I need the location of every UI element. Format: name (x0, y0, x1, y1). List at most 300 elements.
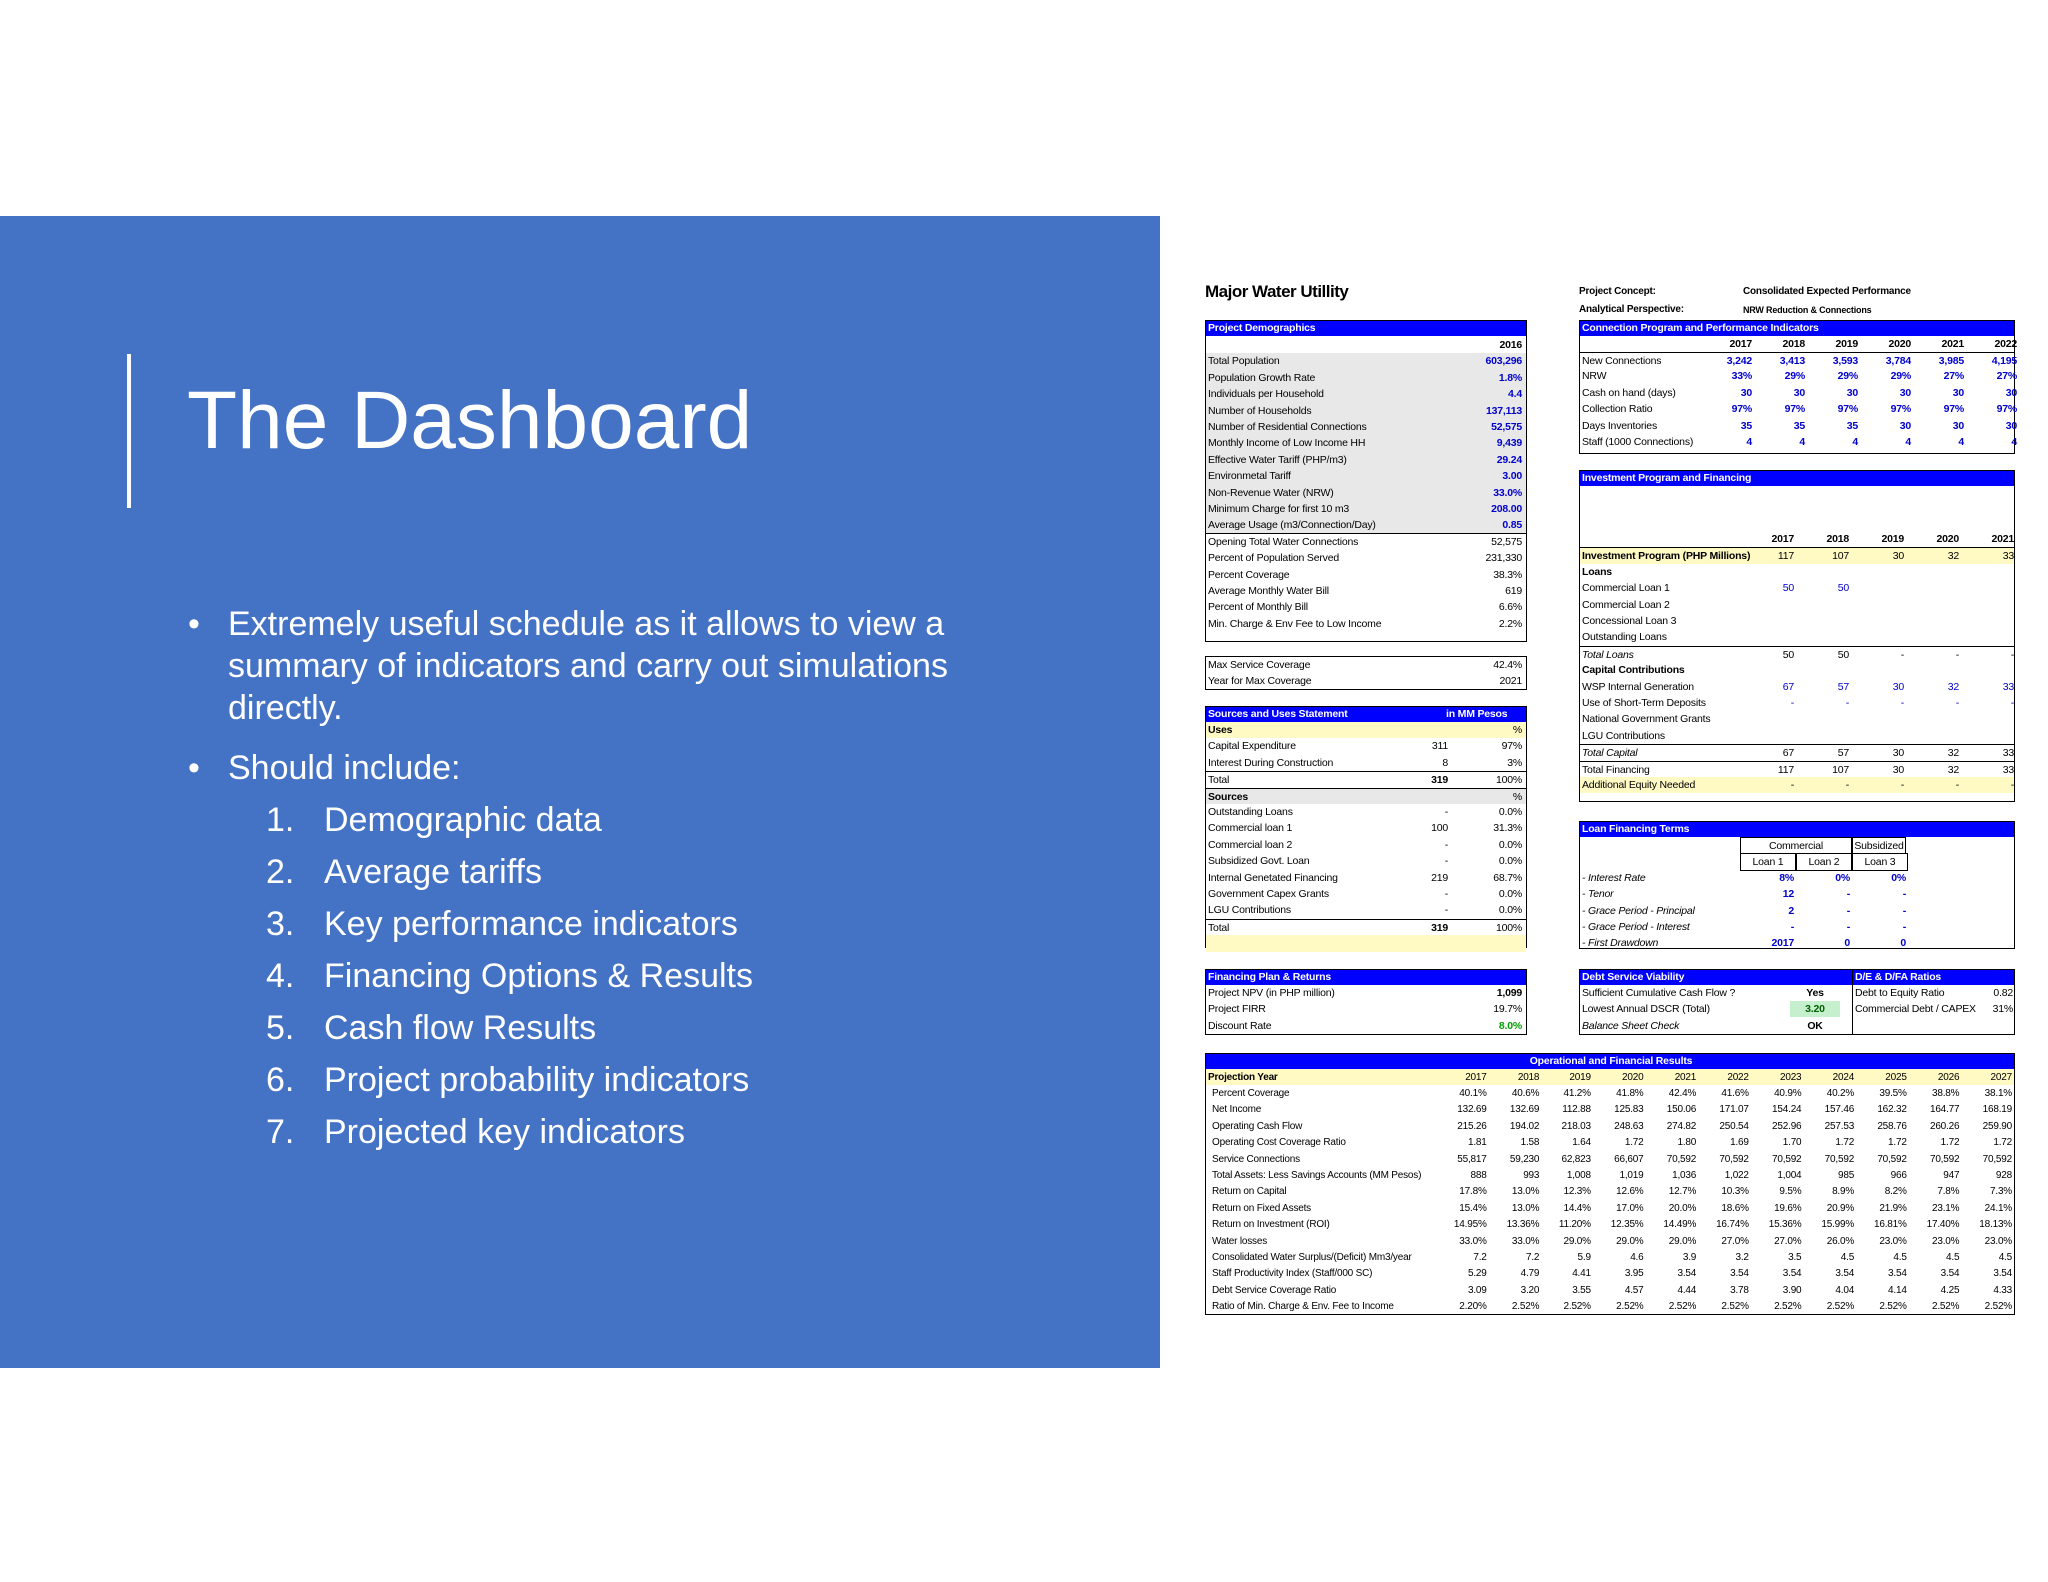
year-label: 2026 (1937, 1071, 1960, 1083)
row-label: Days Inventories (1582, 419, 1658, 432)
row-value: 112.88 (1562, 1104, 1591, 1116)
row-label: - Grace Period - Interest (1582, 921, 1690, 933)
row-label: Commercial loan 2 (1208, 838, 1293, 851)
row-value: 3.95 (1624, 1268, 1644, 1280)
row-label: Commercial loan 1 (1208, 822, 1293, 835)
row-value: 8.0% (1498, 1019, 1522, 1032)
table-row (1206, 722, 1526, 738)
row-value: - (2010, 648, 2014, 661)
table-row (1206, 1233, 2014, 1249)
numbered-item (266, 851, 1008, 893)
row-value: 117 (1777, 763, 1794, 776)
row-value: 2.20% (1459, 1301, 1487, 1313)
year-label: 2020 (1622, 1071, 1644, 1083)
row-label: Total Assets: Less Savings Accounts (MM Pesos) (1212, 1170, 1422, 1182)
row-value: 1.72 (1940, 1137, 1960, 1149)
table-row (1580, 352, 2017, 368)
row-value: 966 (1890, 1170, 1907, 1182)
section-label: Sources (1208, 790, 1249, 803)
table-row (1580, 613, 2014, 629)
unit-label: in MM Pesos (1446, 708, 1508, 720)
row-value: 30 (1846, 386, 1858, 399)
row-value: 1,019 (1619, 1170, 1644, 1182)
row-value: 13.36% (1506, 1219, 1540, 1231)
row-value: 3.55 (1572, 1284, 1591, 1296)
row-value: 1.72 (1835, 1137, 1855, 1149)
table-row (1853, 985, 2014, 1001)
table-row (1206, 755, 1526, 771)
row-value: 150.06 (1666, 1104, 1697, 1116)
group-label: Subsidized (1852, 837, 1906, 855)
numbered-item (266, 903, 1008, 945)
row-value: 125.83 (1614, 1104, 1644, 1116)
row-value: 231,330 (1485, 552, 1522, 565)
row-value: 7.2 (1473, 1251, 1487, 1263)
table-row (1206, 468, 1526, 484)
row-value: 0.85 (1502, 519, 1522, 532)
row-pct: 68.7% (1493, 871, 1522, 884)
slide-title: The Dashboard (187, 375, 753, 466)
dashboard-spreadsheet (1203, 272, 2015, 1322)
row-value: 52,575 (1491, 535, 1522, 548)
row-value: 1.69 (1730, 1137, 1749, 1149)
row-pct: 0.0% (1498, 888, 1522, 900)
row-label: - Grace Period - Principal (1582, 904, 1695, 917)
row-label: Outstanding Loans (1582, 631, 1667, 644)
table-row (1580, 935, 2014, 951)
row-value: 70,592 (1666, 1153, 1697, 1165)
row-label: Number of Residential Connections (1208, 421, 1367, 433)
row-value: 1.64 (1572, 1137, 1591, 1149)
row-value: 41.6% (1721, 1088, 1749, 1100)
row-value: 15.99% (1821, 1219, 1855, 1231)
row-value: 57 (1837, 680, 1849, 693)
row-label: Staff Productivity Index (Staff/000 SC) (1212, 1268, 1373, 1280)
row-label: - Tenor (1582, 888, 1614, 901)
table-row (1206, 485, 1526, 501)
row-value: 4.25 (1940, 1284, 1960, 1296)
row-value: 23.0% (1931, 1235, 1960, 1247)
item-number: 5. (266, 1009, 295, 1047)
table-row (1206, 985, 1526, 1001)
row-value: 2.52% (1511, 1301, 1540, 1313)
row-value: 3.54 (1888, 1268, 1907, 1280)
row-label: Percent of Monthly Bill (1208, 601, 1308, 614)
row-label: Ratio of Min. Charge & Env. Fee to Income (1212, 1301, 1394, 1313)
table-row (1206, 599, 1526, 615)
row-value: 29% (1784, 370, 1805, 383)
row-pct: 3% (1507, 756, 1522, 769)
table-row (1206, 1184, 2014, 1200)
year-label: 2022 (1994, 338, 2017, 350)
row-label: Effective Water Tariff (PHP/m3) (1208, 453, 1347, 466)
row-value: 14.49% (1663, 1219, 1697, 1231)
row-pct: 97% (1501, 740, 1522, 753)
year-label: 2027 (1990, 1071, 2012, 1083)
row-value: 7.8% (1937, 1186, 1960, 1198)
row-value: 42.4% (1668, 1088, 1697, 1100)
year-label: 2019 (1569, 1071, 1591, 1083)
row-value: - (1902, 888, 1906, 901)
column-header: Loan 3 (1852, 853, 1908, 871)
row-value: 219 (1431, 871, 1448, 884)
row-value: 30 (1793, 386, 1805, 399)
row-value: - (1955, 648, 1959, 661)
row-value: 8% (1779, 871, 1794, 884)
row-value: 259.90 (1982, 1120, 2012, 1132)
row-label: Environmetal Tariff (1208, 470, 1291, 483)
row-value: 50 (1837, 648, 1849, 661)
row-value: OK (1807, 1019, 1823, 1032)
row-value: 3.54 (1940, 1268, 1960, 1280)
row-label: Cash on hand (days) (1582, 386, 1676, 399)
table-row (1206, 788, 1526, 804)
row-label: Number of Households (1208, 404, 1312, 417)
row-value: 7.2 (1525, 1251, 1540, 1263)
table-row (1206, 370, 1526, 386)
row-value: 2.52% (1668, 1301, 1697, 1313)
row-label: Total (1208, 774, 1230, 787)
row-value: 1.8% (1498, 371, 1522, 384)
row-label: Commercial Loan 1 (1582, 582, 1670, 595)
row-value: 4,195 (1991, 355, 2017, 367)
row-label: New Connections (1582, 355, 1662, 367)
row-value: 41.8% (1616, 1088, 1644, 1100)
table-row (1206, 1167, 2014, 1183)
row-label: Debt to Equity Ratio (1855, 987, 1945, 999)
row-value: 2.2% (1498, 617, 1522, 630)
row-label: Discount Rate (1208, 1019, 1272, 1032)
row-value: 3.90 (1782, 1284, 1802, 1296)
title-accent-bar (127, 354, 131, 508)
loan-financing-panel (1579, 821, 2015, 949)
row-value: 1,036 (1672, 1170, 1697, 1182)
row-value: 137,113 (1486, 404, 1522, 417)
table-row (1580, 695, 2014, 711)
table-row (1206, 870, 1526, 886)
row-label: Loans (1582, 565, 1612, 578)
row-label: Return on Capital (1212, 1186, 1287, 1198)
row-value: 11.20% (1558, 1219, 1591, 1231)
row-value: 319 (1431, 774, 1448, 787)
row-label: Debt Service Coverage Ratio (1212, 1284, 1337, 1296)
row-value: 12.7% (1668, 1186, 1697, 1198)
row-label: LGU Contributions (1208, 904, 1291, 917)
de-ratios-panel (1852, 969, 2015, 1035)
row-label: Operating Cash Flow (1212, 1120, 1303, 1132)
table-row (1206, 501, 1526, 517)
item-number: 2. (266, 853, 295, 891)
row-value: 97% (1996, 403, 2017, 416)
panel-header: Investment Program and Financing (1580, 471, 2014, 486)
row-label: Minimum Charge for first 10 m3 (1208, 503, 1350, 515)
row-value: 30 (1892, 680, 1904, 693)
section-label: Uses (1208, 724, 1233, 736)
row-value: 67 (1782, 747, 1794, 760)
row-value: 9,439 (1496, 437, 1522, 450)
row-value: 12.35% (1610, 1219, 1644, 1231)
year-label: 2017 (1729, 338, 1752, 350)
row-value: 5.29 (1467, 1268, 1487, 1280)
row-value: 4 (1852, 436, 1858, 448)
row-value: 132.69 (1457, 1104, 1487, 1116)
table-row (1206, 534, 1526, 550)
row-value: 3.09 (1467, 1284, 1487, 1296)
row-value: 4.5 (1840, 1251, 1855, 1263)
year-label: 2019 (1881, 533, 1904, 545)
project-demographics-panel (1205, 320, 1527, 642)
row-value: 97% (1943, 403, 1964, 416)
table-row (1206, 771, 1526, 787)
table-row (1206, 902, 1526, 918)
row-value: 31% (1992, 1003, 2013, 1016)
row-label: Internal Genetated Financing (1208, 871, 1338, 884)
row-value: 1.58 (1520, 1137, 1540, 1149)
table-row (1580, 903, 2014, 919)
row-label: Collection Ratio (1582, 403, 1653, 416)
row-label: WSP Internal Generation (1582, 680, 1694, 693)
row-value: - (1900, 779, 1904, 791)
table-row (1206, 886, 1526, 902)
row-value: 40.6% (1511, 1088, 1540, 1100)
row-value: 70,592 (1772, 1153, 1802, 1165)
table-row (1580, 418, 2017, 434)
row-value: 2.52% (1563, 1301, 1591, 1313)
row-value: 18.13% (1979, 1219, 2012, 1231)
row-label: Service Connections (1212, 1153, 1300, 1165)
pct-label: % (1512, 724, 1522, 736)
row-label: Total Loans (1582, 648, 1634, 661)
row-value: - (1846, 904, 1850, 917)
sheet-title: Major Water Utillity (1205, 282, 1349, 301)
row-label: Average Usage (m3/Connection/Day) (1208, 519, 1376, 532)
row-value: 62,823 (1561, 1153, 1591, 1165)
row-value: 30 (1899, 386, 1911, 399)
row-value: 4.79 (1520, 1268, 1540, 1280)
operational-results-panel (1205, 1053, 2015, 1315)
numbered-item (266, 1111, 1008, 1153)
row-value: 4 (1799, 436, 1805, 448)
row-value: 27.0% (1721, 1235, 1749, 1247)
table-row (1206, 403, 1526, 419)
row-value: 29.0% (1668, 1235, 1697, 1247)
row-value: 38.8% (1931, 1088, 1960, 1100)
table-row (1206, 1135, 2014, 1151)
row-value: 3,784 (1885, 355, 1911, 367)
row-value: - (1845, 779, 1849, 791)
numbered-item (266, 1059, 1008, 1101)
row-value: - (1845, 697, 1849, 709)
row-value: 17.0% (1616, 1202, 1644, 1214)
row-label: Capital Contributions (1582, 664, 1685, 677)
row-value: 70,592 (1982, 1153, 2012, 1165)
row-value: 260.26 (1929, 1120, 1960, 1132)
row-pct: 100% (1495, 921, 1522, 934)
row-value: 162.32 (1877, 1104, 1907, 1116)
table-row (1206, 1001, 1526, 1017)
row-value: 208.00 (1491, 503, 1522, 515)
row-label: Interest During Construction (1208, 756, 1334, 769)
row-label: - Interest Rate (1582, 871, 1646, 884)
table-row (1580, 531, 2014, 547)
table-row (1580, 547, 2014, 563)
row-value: - (2010, 697, 2014, 709)
row-value: - (1846, 921, 1850, 933)
row-value: 164.77 (1929, 1104, 1960, 1116)
row-value: 50 (1782, 648, 1794, 661)
row-value: 35 (1740, 419, 1752, 432)
row-value: - (1790, 779, 1794, 791)
row-value: 6.6% (1498, 601, 1522, 614)
row-value: 26.0% (1826, 1235, 1855, 1247)
table-row (1206, 1217, 2014, 1233)
row-value: 2.52% (1826, 1301, 1855, 1313)
item-number: 1. (266, 801, 295, 839)
row-value: - (2010, 779, 2014, 791)
row-value: 29.0% (1563, 1235, 1591, 1247)
row-value: 35 (1846, 419, 1858, 432)
item-text: Key performance indicators (324, 905, 738, 943)
row-value: 29% (1890, 370, 1911, 383)
row-value: 4.6 (1630, 1251, 1644, 1263)
row-label: Population Growth Rate (1208, 371, 1316, 384)
row-value: 97% (1731, 403, 1752, 416)
table-row (1580, 1018, 1852, 1034)
row-value: 16.74% (1716, 1219, 1749, 1231)
row-value: 157.46 (1824, 1104, 1855, 1116)
investment-program-panel (1579, 470, 2015, 802)
row-value: 41.2% (1563, 1088, 1591, 1100)
row-value: 33 (2002, 747, 2014, 760)
row-value: 14.95% (1453, 1219, 1487, 1231)
row-value: 9.5% (1779, 1186, 1802, 1198)
row-label: Monthly Income of Low Income HH (1208, 437, 1366, 450)
row-label: Percent Coverage (1212, 1088, 1290, 1100)
row-value: 27% (1996, 370, 2017, 383)
row-label: Consolidated Water Surplus/(Deficit) Mm3/year (1212, 1251, 1412, 1263)
row-value: 42.4% (1493, 659, 1522, 671)
table-row (1206, 657, 1526, 673)
row-value: 3.5 (1788, 1251, 1802, 1263)
row-value: 8.2% (1884, 1186, 1907, 1198)
year-label: 2023 (1779, 1071, 1802, 1083)
year-label: 2016 (1499, 339, 1522, 351)
row-value: 2.52% (1931, 1301, 1960, 1313)
item-text: Average tariffs (324, 853, 542, 891)
row-value: - (1790, 697, 1794, 709)
row-value: - (1902, 904, 1906, 917)
row-value: 40.1% (1459, 1088, 1487, 1100)
row-value: 12.6% (1616, 1186, 1644, 1198)
row-value: - (1444, 855, 1448, 868)
group-label: Commercial (1740, 837, 1852, 855)
numbered-item (266, 799, 1008, 841)
panel-header: Project Demographics (1206, 321, 1526, 336)
operational-results-table (1206, 1069, 2014, 1315)
row-value: 928 (1995, 1170, 2012, 1182)
row-value: 8 (1442, 756, 1448, 769)
bullet-item: • Should include: (188, 747, 1008, 789)
concept-label: Project Concept: (1579, 286, 1656, 297)
year-label: 2020 (1888, 338, 1911, 350)
year-label: 2018 (1826, 533, 1849, 545)
row-value: 0.82 (1993, 987, 2013, 999)
row-value: 30 (1952, 386, 1964, 399)
row-value: 4.14 (1888, 1284, 1907, 1296)
row-label: Additional Equity Needed (1582, 779, 1696, 791)
table-row (1580, 919, 2014, 935)
item-text: Cash flow Results (324, 1009, 597, 1047)
row-label: Operating Cost Coverage Ratio (1212, 1137, 1346, 1149)
row-value: 3.20 (1520, 1284, 1540, 1296)
row-label: Percent Coverage (1208, 568, 1290, 581)
year-label: 2017 (1771, 533, 1794, 545)
row-pct: 0.0% (1498, 855, 1522, 868)
row-value: 7.3% (1990, 1186, 2012, 1198)
column-header: Loan 2 (1796, 853, 1852, 871)
row-value: 57 (1837, 747, 1849, 760)
table-row (1206, 919, 1526, 935)
row-value: 20.9% (1826, 1202, 1855, 1214)
row-value: 55,817 (1457, 1153, 1487, 1165)
row-label: Total Population (1208, 355, 1280, 368)
row-value: 15.4% (1459, 1202, 1487, 1214)
row-value: 1,004 (1777, 1170, 1802, 1182)
table-row (1580, 629, 2014, 645)
table-row (1206, 1282, 2014, 1298)
row-value: 12.3% (1563, 1186, 1591, 1198)
panel-header: Debt Service Viability (1580, 970, 1852, 985)
row-value: 13.0% (1511, 1202, 1540, 1214)
row-value: 17.40% (1926, 1219, 1960, 1231)
table-row (1580, 564, 2014, 580)
table-row (1206, 1118, 2014, 1134)
row-value: 19.6% (1774, 1202, 1802, 1214)
row-value: 2.52% (1879, 1301, 1907, 1313)
row-pct: 0.0% (1498, 904, 1522, 917)
connection-program-panel (1579, 320, 2015, 454)
row-value: 3.54 (1677, 1268, 1697, 1280)
row-label: Project FIRR (1208, 1003, 1266, 1016)
row-value: 3.54 (1835, 1268, 1855, 1280)
row-value: 168.19 (1982, 1104, 2012, 1116)
row-value: 67 (1782, 680, 1794, 693)
table-row (1580, 662, 2014, 678)
row-value: 1,099 (1496, 987, 1522, 999)
row-value: 70,592 (1719, 1153, 1749, 1165)
row-label: Commercial Debt / CAPEX (1855, 1003, 1976, 1016)
row-value: 33.0% (1493, 486, 1522, 499)
row-value: 30 (2005, 419, 2017, 432)
row-value: 4 (1905, 436, 1911, 448)
row-value: 33.0% (1511, 1235, 1540, 1247)
row-value: 20.0% (1668, 1202, 1697, 1214)
table-row (1580, 580, 2014, 596)
row-value: 194.02 (1509, 1120, 1540, 1132)
max-coverage-panel (1205, 656, 1527, 690)
row-value: 32 (1947, 747, 1959, 760)
row-value: 3,413 (1779, 355, 1805, 367)
table-row (1206, 517, 1526, 533)
row-value: 1.72 (1888, 1137, 1907, 1149)
table-row (1580, 646, 2014, 662)
row-value: 3.2 (1735, 1251, 1749, 1263)
row-value: 1.72 (1993, 1137, 2012, 1149)
pct-label: % (1512, 790, 1522, 803)
table-row (1580, 853, 2014, 869)
row-value: - (1900, 648, 1904, 661)
row-pct: 0.0% (1498, 838, 1522, 851)
